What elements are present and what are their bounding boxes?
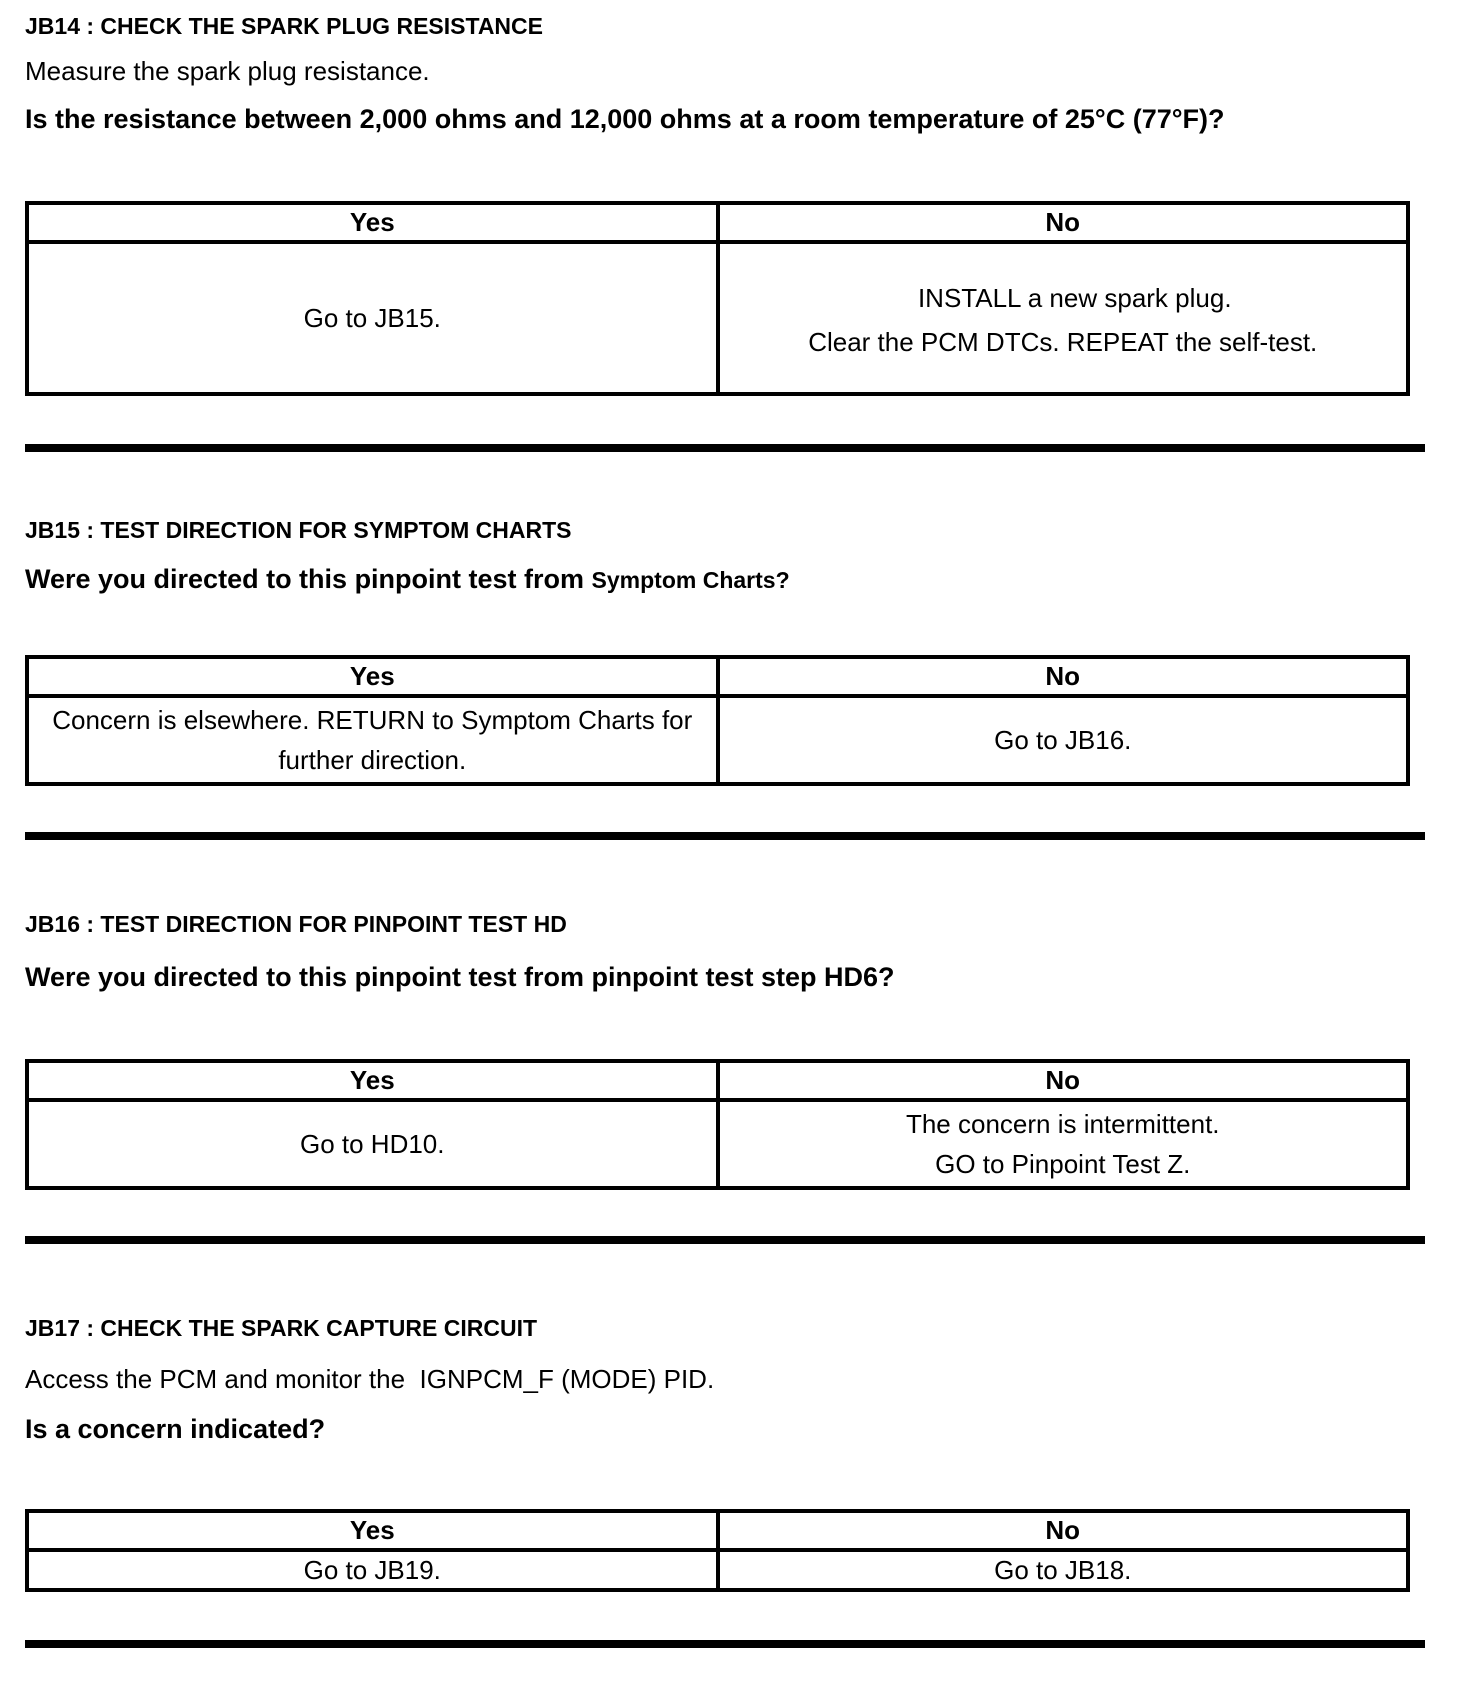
no-header-cell: No: [718, 657, 1409, 696]
no-header-cell: No: [718, 203, 1409, 242]
table-action-row: [27, 1100, 1408, 1188]
section-divider: [25, 1236, 1425, 1244]
table-header-row: [27, 203, 1408, 242]
decision-table-jb15: [25, 655, 1410, 786]
table-action-row: [27, 242, 1408, 394]
section-title-jb14: JB14 : CHECK THE SPARK PLUG RESISTANCE: [25, 13, 543, 39]
question-text: [25, 561, 1365, 597]
no-action-cell: Go to JB16.: [718, 696, 1409, 784]
table-header-row: [27, 1061, 1408, 1100]
section-jb14: [25, 12, 1432, 452]
section-jb16: [25, 910, 1432, 1244]
section-jb15: [25, 516, 1432, 840]
no-header-cell: No: [718, 1511, 1409, 1550]
yes-header-cell: Yes: [27, 657, 718, 696]
question-text: Is the resistance between 2,000 ohms and 12,000 ohms at a room temperature of 25°C (77°F)?: [25, 103, 1225, 134]
question-text: Were you directed to this pinpoint test from pinpoint test step HD6?: [25, 961, 895, 992]
section-title-jb17: JB17 : CHECK THE SPARK CAPTURE CIRCUIT: [25, 1315, 538, 1342]
section-divider: [25, 1640, 1425, 1648]
table-action-row: [27, 1550, 1408, 1590]
section-divider: [25, 444, 1425, 452]
symptom-charts-ref: Symptom Charts: [591, 566, 776, 593]
instruction-text: Access the PCM and monitor the IGNPCM_F (MODE) PID.: [25, 1364, 715, 1395]
section-jb17: [25, 1314, 1432, 1648]
no-action-cell: Go to JB18.: [718, 1550, 1409, 1590]
section-divider: [25, 832, 1425, 840]
decision-table-jb16: [25, 1059, 1410, 1190]
no-action-line-2: Clear the PCM DTCs. REPEAT the self-test.: [808, 326, 1318, 357]
question-prefix: Were you directed to this pinpoint test from: [25, 563, 592, 594]
yes-header-cell: Yes: [27, 1511, 718, 1550]
yes-action-cell: Go to HD10.: [27, 1100, 718, 1188]
no-action-line-1: INSTALL a new spark plug.: [917, 282, 1232, 313]
yes-action-cell: Concern is elsewhere. RETURN to Symptom Charts for further direction.: [27, 696, 718, 784]
decision-table-jb17: [25, 1509, 1410, 1592]
section-title-jb15: JB15 : TEST DIRECTION FOR SYMPTOM CHARTS: [25, 516, 572, 543]
no-action-cell: [718, 1100, 1409, 1188]
yes-header-cell: Yes: [27, 1061, 718, 1100]
no-action-line-2: GO to Pinpoint Test Z.: [935, 1149, 1191, 1180]
question-text: Is a concern indicated?: [25, 1413, 326, 1444]
no-header-cell: No: [718, 1061, 1409, 1100]
table-header-row: [27, 1511, 1408, 1550]
no-action-line-1: The concern is intermittent.: [905, 1109, 1220, 1140]
no-action-cell: [718, 242, 1409, 394]
section-title-jb16: JB16 : TEST DIRECTION FOR PINPOINT TEST HD: [25, 911, 567, 938]
yes-action-cell: Go to JB15.: [27, 242, 718, 394]
instruction-text: Measure the spark plug resistance.: [25, 55, 430, 86]
decision-table-jb14: [25, 201, 1410, 396]
table-header-row: [27, 657, 1408, 696]
question-suffix: ?: [775, 566, 790, 593]
table-action-row: [27, 696, 1408, 784]
yes-header-cell: Yes: [27, 203, 718, 242]
yes-action-cell: Go to JB19.: [27, 1550, 718, 1590]
